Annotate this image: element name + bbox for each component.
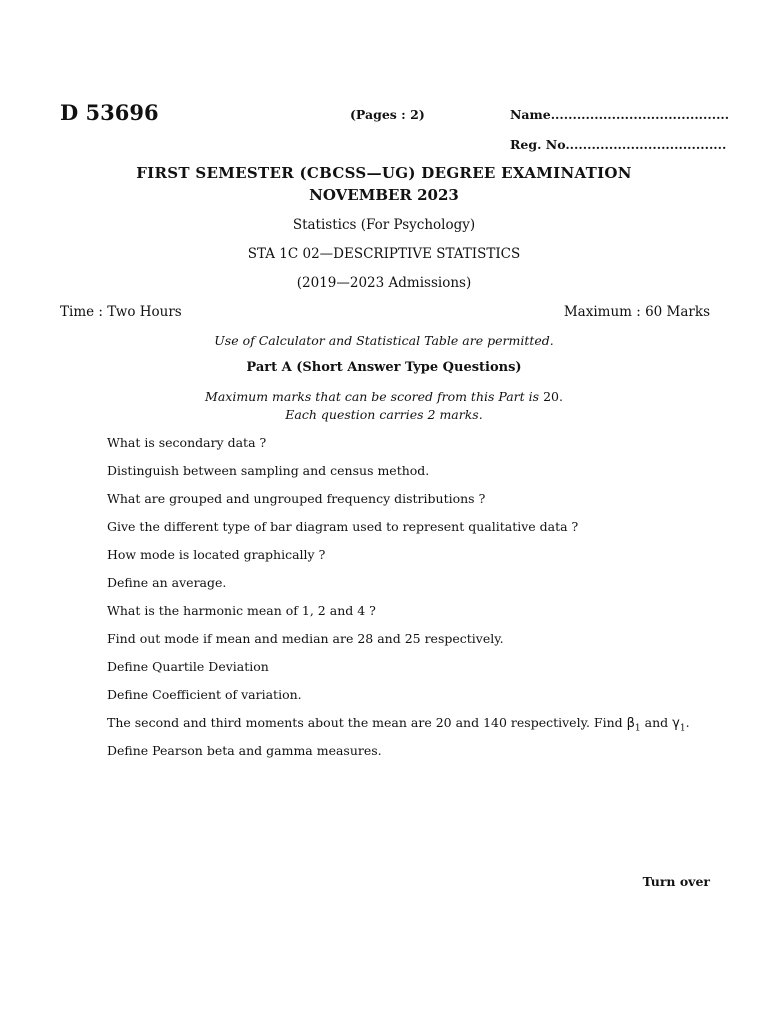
exam-title: FIRST SEMESTER (CBCSS—UG) DEGREE EXAMINATION: [136, 164, 632, 182]
question-text: Find out mode if mean and median are 28 and 25 respectively.: [107, 631, 504, 646]
instruction: Use of Calculator and Statistical Table are permitted.: [214, 333, 554, 348]
part-a-note-value: 20.: [543, 389, 563, 404]
paper-name: STA 1C 02—DESCRIPTIVE STATISTICS: [247, 246, 521, 262]
part-a-title: Part A (Short Answer Type Questions): [246, 360, 522, 375]
exam-session: NOVEMBER 2023: [309, 186, 459, 204]
part-a-note-text: Maximum marks that can be scored from this Part is: [205, 389, 540, 404]
beta-symbol: β: [626, 716, 635, 731]
question-text: Define an average.: [107, 575, 227, 590]
question-text: How mode is located graphically ?: [107, 547, 326, 562]
question-text: Distinguish between sampling and census method.: [107, 463, 430, 478]
subject: Statistics (For Psychology): [292, 217, 476, 233]
question-text: Give the different type of bar diagram used to represent qualitative data ?: [107, 519, 579, 534]
question-text: What are grouped and ungrouped frequency distributions ?: [107, 491, 486, 506]
gamma-subscript: 1: [679, 723, 686, 734]
reg-no-field: Reg. No.....................................: [510, 137, 727, 152]
time-allowed: Time : Two Hours: [60, 304, 182, 320]
question-text: What is the harmonic mean of 1, 2 and 4 ?: [107, 603, 376, 618]
gamma-symbol: γ: [672, 716, 680, 731]
question-text: Define Quartile Deviation: [107, 659, 269, 674]
admissions: (2019—2023 Admissions): [296, 275, 472, 291]
question-end: .: [685, 715, 690, 730]
question-text: Define Coefficient of variation.: [107, 687, 302, 702]
question-joiner: and: [644, 715, 669, 730]
question-text: What is secondary data ?: [107, 435, 267, 450]
maximum-marks: Maximum : 60 Marks: [563, 304, 710, 320]
turn-over: Turn over: [642, 874, 710, 889]
question-text: Define Pearson beta and gamma measures.: [107, 743, 382, 758]
name-field: Name.........................................: [510, 107, 730, 122]
beta-subscript: 1: [634, 723, 641, 734]
page-count: (Pages : 2): [350, 107, 425, 122]
question-text-main: The second and third moments about the mean are 20 and 140 respectively. Find: [107, 715, 623, 730]
part-a-marks-note: Each question carries 2 marks.: [285, 407, 483, 422]
paper-code: D 53696: [60, 100, 159, 125]
question-text: [107, 715, 690, 734]
part-a-note: [0, 389, 768, 404]
